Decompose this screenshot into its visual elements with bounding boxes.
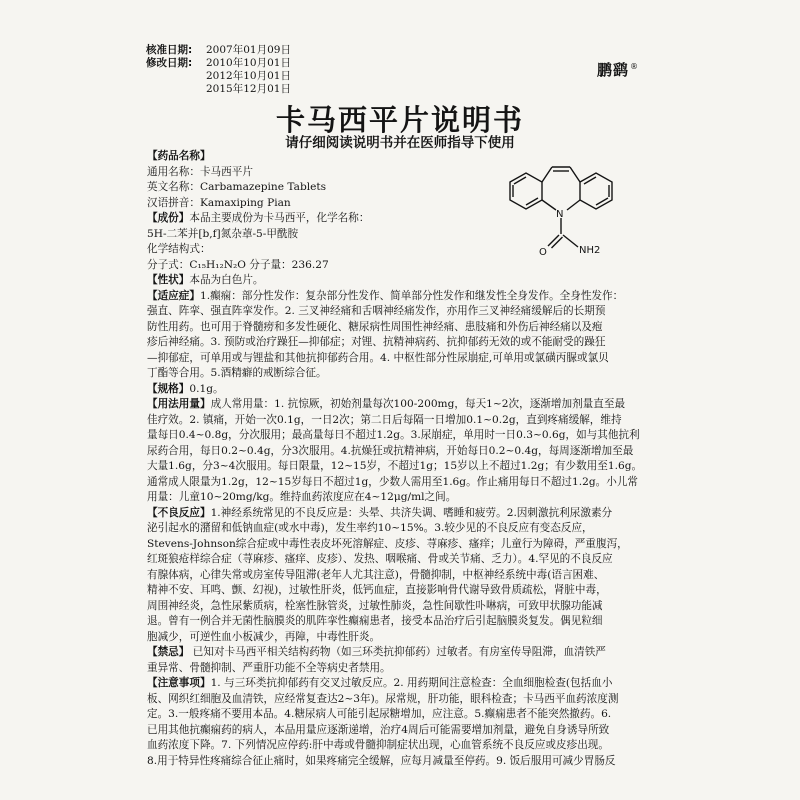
revision-date: 2010年10月01日	[206, 57, 291, 69]
text-line: 英文名称：Carbamazepine Tablets	[147, 181, 327, 193]
text-line: 退。曾有一例合并无菌性脑膜炎的肌阵挛性癫痫患者，接受本品治疗后引起脑膜炎复发。偶见粒细	[147, 615, 603, 627]
text-line: 【注意事项】1. 与三环类抗抑郁药有交叉过敏反应。2. 用药期间注意检查：全血细胞检查(包括血小	[147, 677, 613, 689]
revision-date: 2015年12月01日	[206, 83, 291, 95]
text-line: 重异常、骨髓抑制、严重肝功能不全等病史者禁用。	[147, 661, 391, 674]
text-line: 8.用于特异性疼痛综合征止痛时，如果疼痛完全缓解，应每月减量至停药。9. 饭后服用可减少胃肠反	[147, 754, 616, 767]
document-title: 卡马西平片说明书	[275, 103, 524, 137]
date-header	[146, 44, 291, 96]
text-line: 分子式：C₁₅H₁₂N₂O 分子量：236.27	[147, 258, 329, 271]
revision-date: 2012年10月01日	[206, 70, 291, 82]
section-heading: 【不良反应】	[147, 506, 211, 519]
text-line: 定。3.一般疼痛不要用本品。4.糖尿病人可能引起尿糖增加，应注意。5.癫痫患者不能突然撤药。6.	[147, 708, 612, 720]
text-line: 强直、阵挛、强直阵挛发作。2. 三叉神经痛和舌咽神经痛发作，亦用作三叉神经痛缓解后的长期预	[147, 305, 606, 317]
text-line: 【用法用量】成人常用量：1. 抗惊厥，初始剂量每次100-200mg，每天1~2次，逐渐增加剂量直至最	[147, 398, 626, 410]
text-line: 【性状】本品为白色片。	[147, 274, 264, 286]
text-line: 【适应症】1.癫痫：部分性发作：复杂部分性发作、简单部分性发作和继发性全身发作。全身性发作：	[147, 289, 624, 302]
section-heading: 【注意事项】	[147, 677, 211, 689]
text-line: Stevens-Johnson综合症或中毒性表皮坏死溶解症、皮疹、荨麻疹、瘙痒；儿童行为障碍，严重腹泻，	[147, 537, 628, 550]
text-line: 血药浓度下降。7. 下列情况应停药:肝中毒或骨髓抑制症状出现，心血管系统不良反应或皮疹出现。	[147, 739, 609, 751]
text-line: 泌引起水的潴留和低钠血症(或水中毒)，发生率约10~15%。3.较少见的不良反应有变态反应，	[147, 522, 593, 534]
text-line: 丁酯等合用。5.酒精癖的戒断综合征。	[147, 367, 327, 379]
section-heading: 【禁忌】	[147, 646, 190, 658]
brand-logo	[597, 59, 639, 80]
text-line: —抑郁症，可单用或与锂盐和其他抗抑郁药合用。4. 中枢性部分性尿崩症,可单用或氯磺丙脲或氯贝	[147, 351, 609, 364]
text-line: 【不良反应】1.神经系统常见的不良反应是：头晕、共济失调、嗜睡和疲劳。2.因刺激抗利尿激素分	[147, 506, 613, 519]
text-line: 有腺体病，心律失常或房室传导阻滞(老年人尤其注意)，骨髓抑制，中枢神经系统中毒(语言困难、	[147, 568, 605, 581]
text-line: 化学结构式：	[147, 243, 211, 255]
revision-date-label: 修改日期:	[146, 57, 193, 69]
section-heading: 【用法用量】	[147, 398, 211, 410]
section-heading: 【性状】	[147, 274, 190, 286]
text-line: 已用其他抗癫痫药的病人，本品用量应逐渐递增，治疗4周后可能需要增加剂量，避免自身诱导所致	[147, 723, 610, 736]
text-line: 尿药合用，每日0.2~0.4g，分3次服用。4.抗燥狂或抗精神病，开始每日0.2~0.4g，每周逐渐增加至最	[147, 444, 634, 457]
text-line: 汉语拼音：Kamaxiping Pian	[147, 196, 291, 209]
text-line: 胞减少，可逆性血小板减少，再障，中毒性肝炎。	[147, 630, 381, 643]
text-line: 通用名称：卡马西平片	[147, 165, 253, 178]
approval-date-label: 核准日期:	[146, 44, 193, 56]
approval-date: 2007年01月09日	[206, 44, 291, 56]
text-line: 疹后神经痛。3. 预防或治疗躁狂—抑郁症；对锂、抗精神病药、抗抑郁药无效的或不能耐受的躁狂	[147, 336, 606, 348]
text-line: 5H-二苯并[b,f]氮杂䓬-5-甲酰胺	[147, 227, 299, 240]
text-line	[147, 149, 477, 165]
nitrogen-label: N	[556, 209, 564, 220]
text-line: 量每日0.4~0.8g，分次服用；最高量每日不超过1.2g。3.尿崩症，单用时一日0.3~0.6g，如与其他抗利	[147, 429, 640, 441]
text-line: 红斑狼疮样综合症（荨麻疹、瘙痒、皮疹）、发热、咽喉痛、骨或关节痛、乏力）。4.罕见的不良反应	[147, 553, 613, 565]
text-line: 板、网织红细胞及血清铁，应经常复查达2~3年)。尿常规，肝功能，眼科检查；卡马西平血药浓度测	[147, 692, 619, 705]
text-line: 【成份】本品主要成份为卡马西平，化学名称：	[147, 212, 370, 224]
text-line: 佳疗效。2. 镇痛，开始一次0.1g，一日2次；第二日后每隔一日增加0.1~0.2g，直到疼痛缓解，维持	[147, 413, 622, 426]
document-subtitle: 请仔细阅读说明书并在医师指导下使用	[285, 135, 515, 151]
registered-mark: ®	[630, 62, 640, 71]
amine-label: NH2	[579, 245, 601, 256]
text-line: 通常成人限量为1.2g，12~15岁每日不超过1g，少数人需用至1.6g。作止痛用每日不超过1.2g。小儿常	[147, 475, 639, 488]
section-heading: 【成份】	[147, 212, 190, 224]
text-line: 周围神经炎，急性尿紫质病，栓塞性脉管炎，过敏性肺炎，急性间歇性卟啉病，可致甲状腺功能减	[147, 599, 603, 612]
brand-name: 鹏鹞	[597, 61, 630, 79]
oxygen-label: O	[539, 247, 547, 258]
text-line: 大量1.6g，分3~4次服用。每日限量，12~15岁，不超过1g；15岁以上不超过1.2g；有少数用至1.6g。	[147, 460, 643, 472]
section-heading: 【规格】	[147, 382, 190, 395]
text-line: 用量：儿童10~20mg/kg。维持血药浓度应在4~12μg/ml之间。	[147, 491, 457, 503]
text-line: 【规格】0.1g。	[147, 382, 224, 395]
section-heading: 【适应症】	[147, 289, 200, 302]
text-line: 【禁忌】 已知对卡马西平相关结构药物（如三环类抗抑郁药）过敏者。有房室传导阻滞，血清铁严	[147, 646, 606, 658]
text-line: 精神不安、耳鸣、颤、幻视)，过敏性肝炎，低钙血症，直接影响骨代谢导致骨质疏松，肾脏中毒，	[147, 584, 607, 596]
text-line: 防性用药。也可用于脊髓痨和多发性硬化、糖尿病性周围性神经痛、患肢痛和外伤后神经痛以及疱	[147, 320, 603, 333]
section-heading: 【药品名称】	[147, 150, 211, 162]
insert-body	[147, 149, 659, 769]
